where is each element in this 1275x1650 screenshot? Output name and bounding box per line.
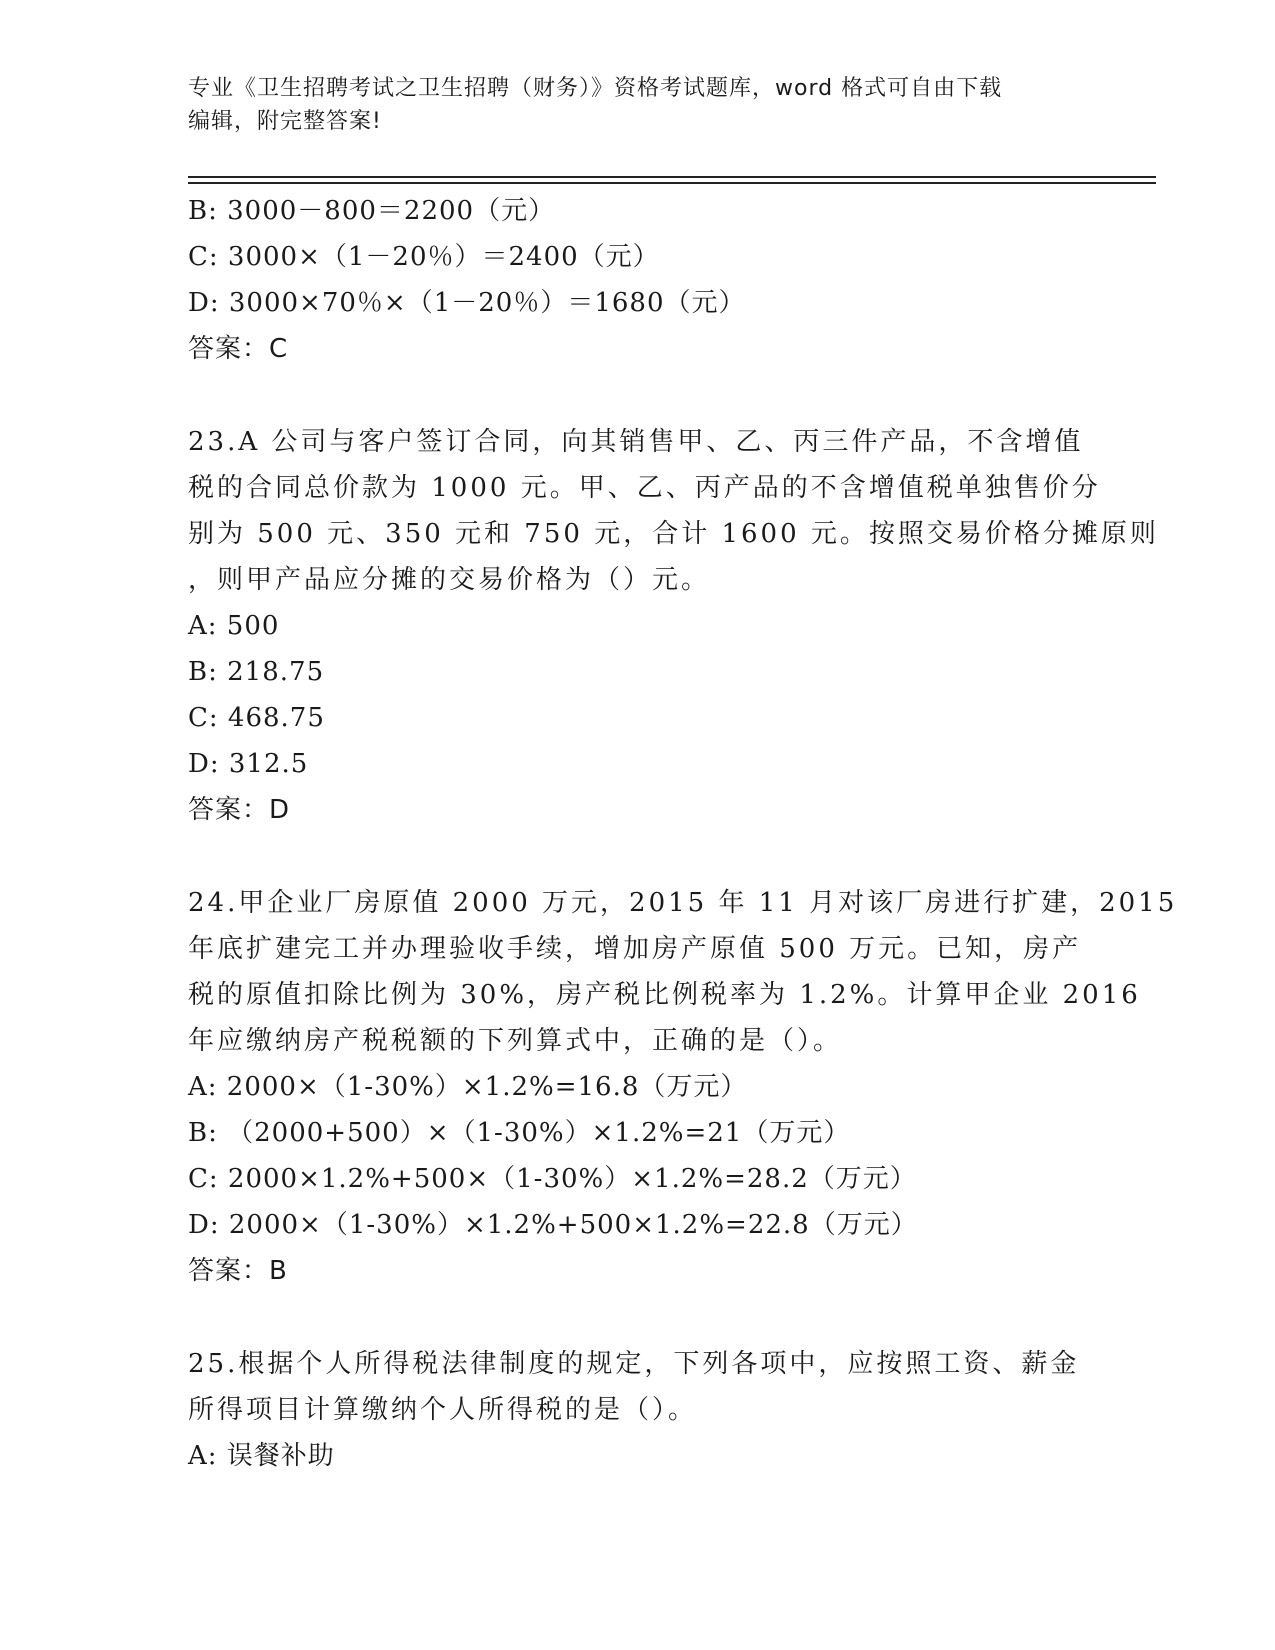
document-body (188, 188, 1178, 1479)
question-stem-line: 年应缴纳房产税税额的下列算式中，正确的是（）。 (188, 1026, 843, 1056)
option-a: A: 2000×（1-30%）×1.2%=16.8（万元） (188, 1072, 748, 1102)
header-divider-top (188, 176, 1156, 178)
question-stem-line: ，则甲产品应分摊的交易价格为（）元。 (188, 565, 711, 595)
question-stem-line: 25.根据个人所得税法律制度的规定，下列各项中，应按照工资、薪金 (188, 1349, 1080, 1379)
option-c: C: 468.75 (188, 703, 325, 733)
question-24 (188, 880, 1178, 1294)
option-a: A: 500 (188, 611, 280, 641)
question-stem-line: 税的合同总价款为 1000 元。甲、乙、丙产品的不含增值税单独售价分 (188, 473, 1101, 503)
answer-line: 答案：B (188, 1256, 288, 1286)
question-25 (188, 1341, 1088, 1479)
question-22-tail (188, 188, 1088, 372)
question-stem-line: 所得项目计算缴纳个人所得税的是（）。 (188, 1395, 698, 1425)
question-stem-line: 24.甲企业厂房原值 2000 万元，2015 年 11 月对该厂房进行扩建，2015 (188, 888, 1178, 918)
answer-line: 答案：D (188, 795, 291, 825)
option-b: B: （2000+500）×（1-30%）×1.2%=21（万元） (188, 1118, 851, 1148)
option-d: D: 2000×（1-30%）×1.2%+500×1.2%=22.8（万元） (188, 1210, 918, 1240)
question-23 (188, 419, 1159, 833)
question-stem-line: 年底扩建完工并办理验收手续，增加房产原值 500 万元。已知，房产 (188, 934, 1082, 964)
spacer (188, 1294, 1088, 1341)
spacer (188, 833, 1088, 880)
question-stem-line: 别为 500 元、350 元和 750 元，合计 1600 元。按照交易价格分摊原则 (188, 519, 1159, 549)
page-header (188, 72, 1088, 138)
option-b: B: 3000－800＝2200（元） (188, 196, 556, 226)
answer-line: 答案：C (188, 334, 289, 364)
option-a: A: 误餐补助 (188, 1441, 335, 1471)
header-divider-bottom (188, 182, 1156, 184)
option-b: B: 218.75 (188, 657, 325, 687)
question-stem-line: 23.A 公司与客户签订合同，向其销售甲、乙、丙三件产品，不含增值 (188, 427, 1084, 457)
option-c: C: 3000×（1－20％）＝2400（元） (188, 242, 660, 272)
option-c: C: 2000×1.2%+500×（1-30%）×1.2%=28.2（万元） (188, 1164, 917, 1194)
question-stem-line: 税的原值扣除比例为 30%，房产税比例税率为 1.2%。计算甲企业 2016 (188, 980, 1141, 1010)
header-title-line-1: 专业《卫生招聘考试之卫生招聘（财务）》资格考试题库，word 格式可自由下载 (188, 76, 1003, 101)
option-d: D: 312.5 (188, 749, 309, 779)
header-title-line-2: 编辑，附完整答案! (188, 109, 382, 134)
spacer (188, 372, 1088, 419)
option-d: D: 3000×70％×（1－20％）＝1680（元） (188, 288, 746, 318)
